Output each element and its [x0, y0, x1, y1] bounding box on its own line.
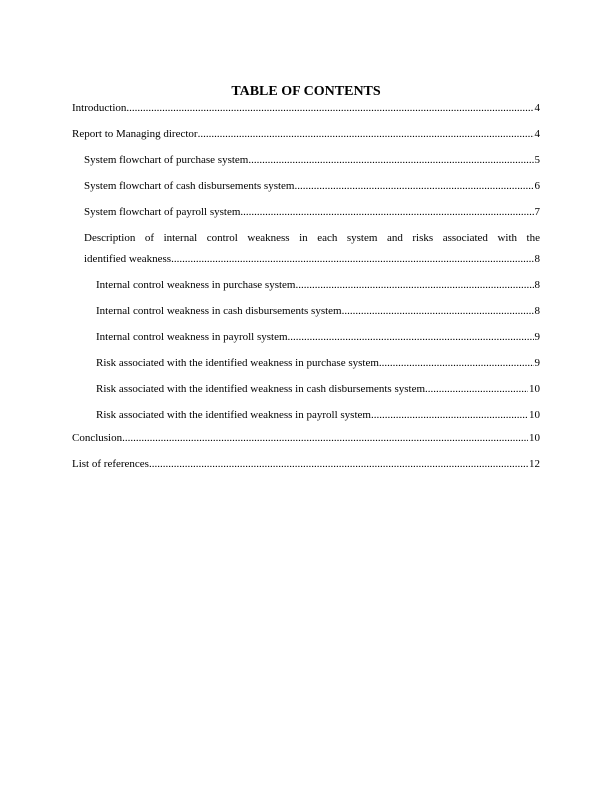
toc-page-number: 8	[534, 253, 540, 265]
dot-leader	[149, 457, 528, 471]
dot-leader	[198, 127, 534, 141]
toc-entry-references[interactable]	[72, 457, 540, 471]
toc-entry-weakness-payroll[interactable]	[96, 330, 540, 344]
toc-entry-label: identified weakness	[84, 253, 172, 265]
toc-entry-weakness-purchase[interactable]	[96, 278, 540, 292]
toc-entry-risk-payroll[interactable]	[96, 408, 540, 422]
toc-page-number: 9	[534, 357, 540, 369]
toc-page-number: 10	[529, 383, 540, 395]
toc-page-number: 10	[529, 409, 540, 421]
toc-entry-label: Conclusion	[72, 432, 123, 444]
toc-entry-label: System flowchart of purchase system	[84, 154, 249, 166]
dot-leader	[122, 431, 528, 445]
toc-entry-flowchart-purchase[interactable]	[84, 153, 540, 167]
toc-entry-label: Risk associated with the identified weakness in purchase system	[96, 357, 379, 369]
toc-page-number: 4	[534, 102, 540, 114]
toc-entry-conclusion[interactable]	[72, 431, 540, 445]
toc-page-number: 10	[529, 432, 540, 444]
dot-leader	[379, 356, 534, 370]
toc-entry-label: Risk associated with the identified weakness in cash disbursements system	[96, 383, 426, 395]
toc-entry-description[interactable]	[84, 252, 540, 266]
dot-leader	[240, 205, 533, 219]
toc-page-number: 5	[534, 154, 540, 166]
dot-leader	[295, 179, 534, 193]
toc-entry-label: System flowchart of payroll system	[84, 206, 241, 218]
toc-entry-report[interactable]	[72, 127, 540, 141]
toc-entry-label: Introduction	[72, 102, 127, 114]
toc-page-number: 8	[534, 305, 540, 317]
toc-page-number: 9	[534, 331, 540, 343]
toc-entry-risk-purchase[interactable]	[96, 356, 540, 370]
toc-page-number: 7	[534, 206, 540, 218]
dot-leader	[248, 153, 533, 167]
toc-page-number: 8	[534, 279, 540, 291]
toc-entry-risk-cash[interactable]	[96, 382, 540, 396]
toc-entry-flowchart-cash[interactable]	[84, 179, 540, 193]
dot-leader	[126, 101, 533, 115]
dot-leader	[425, 382, 528, 396]
toc-entry-weakness-cash[interactable]	[96, 304, 540, 318]
dot-leader	[342, 304, 534, 318]
toc-entry-label: Internal control weakness in cash disbursements system	[96, 305, 342, 317]
toc-entry-label: Report to Managing director	[72, 128, 198, 140]
toc-entry-label: Risk associated with the identified weakness in payroll system	[96, 409, 371, 421]
toc-entry-description-line1[interactable]: Description of internal control weakness in each system and risks associated with the	[84, 232, 540, 244]
dot-leader	[288, 330, 534, 344]
toc-entry-flowchart-payroll[interactable]	[84, 205, 540, 219]
toc-page-number: 4	[534, 128, 540, 140]
toc-page-number: 6	[534, 180, 540, 192]
toc-title: TABLE OF CONTENTS	[231, 84, 381, 99]
toc-entry-introduction[interactable]	[72, 101, 540, 115]
dot-leader	[171, 252, 533, 266]
toc-entry-label: System flowchart of cash disbursements system	[84, 180, 295, 192]
toc-entry-label: Internal control weakness in payroll system	[96, 331, 288, 343]
toc-page-number: 12	[529, 458, 540, 470]
dot-leader	[295, 278, 533, 292]
dot-leader	[371, 408, 528, 422]
toc-entry-label: List of references	[72, 458, 149, 470]
toc-entry-label: Internal control weakness in purchase system	[96, 279, 296, 291]
